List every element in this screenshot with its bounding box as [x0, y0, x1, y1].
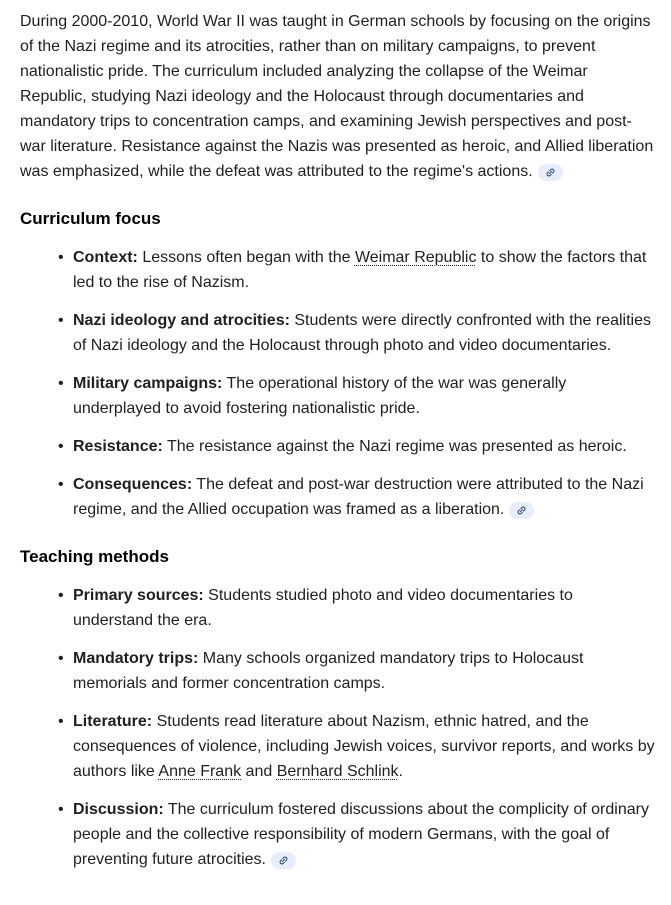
section-heading: Curriculum focus — [20, 209, 161, 228]
entity-link[interactable]: Weimar Republic — [354, 249, 477, 266]
curriculum-focus-list — [20, 245, 657, 522]
list-item — [73, 709, 657, 784]
teaching-methods-list — [20, 583, 657, 872]
link-icon — [516, 505, 527, 516]
bullet-label: Mandatory trips: — [73, 650, 199, 667]
list-item — [73, 245, 657, 295]
bullet-text: The operational history of the war was generally underplayed to avoid fostering nationalistic pride. — [73, 375, 567, 417]
list-item — [73, 308, 657, 358]
bullet-text: The resistance against the Nazi regime was presented as heroic. — [162, 438, 627, 455]
bullet-text: Many schools organized mandatory trips to Holocaust memorials and former concentration camps. — [73, 650, 584, 692]
link-icon — [545, 167, 556, 178]
intro-paragraph — [20, 9, 657, 184]
bullet-label: Consequences: — [73, 476, 193, 493]
bullet-label: Military campaigns: — [73, 375, 223, 392]
list-item — [73, 371, 657, 421]
bullet-label: Literature: — [73, 713, 153, 730]
citation-link-chip[interactable] — [271, 852, 296, 869]
bullet-text: . — [398, 763, 403, 780]
bullet-label: Discussion: — [73, 801, 164, 818]
bullet-text: and — [241, 763, 277, 780]
bullet-text: The curriculum fostered discussions about the complicity of ordinary people and the collective responsibility of modern Germans, with the goal of preventing future atrocities. — [73, 801, 649, 868]
bullet-label: Resistance: — [73, 438, 163, 455]
list-item — [73, 434, 657, 459]
answer-content — [20, 9, 657, 872]
bullet-text: The defeat and post-war destruction were attributed to the Nazi regime, and the Allied occupation was framed as a liberation. — [73, 476, 644, 518]
section-teaching-methods — [20, 546, 657, 872]
section-curriculum-focus — [20, 208, 657, 522]
list-item — [73, 472, 657, 522]
bullet-label: Primary sources: — [73, 587, 204, 604]
citation-link-chip[interactable] — [538, 164, 563, 181]
bullet-text: to show the factors that led to the rise of Nazism. — [73, 249, 647, 291]
bullet-text: Students were directly confronted with the realities of Nazi ideology and the Holocaust through photo and video documentaries. — [73, 312, 652, 354]
entity-link[interactable]: Bernhard Schlink — [276, 763, 399, 780]
bullet-text: Students read literature about Nazism, ethnic hatred, and the consequences of violence, including Jewish voices, survivor reports, and works by authors like — [73, 713, 655, 780]
bullet-text: Lessons often began with the — [137, 249, 355, 266]
list-item — [73, 583, 657, 633]
bullet-text: Students studied photo and video documentaries to understand the era. — [73, 587, 573, 629]
bullet-label: Context: — [73, 249, 138, 266]
section-heading: Teaching methods — [20, 547, 169, 566]
citation-link-chip[interactable] — [509, 502, 534, 519]
entity-link[interactable]: Anne Frank — [158, 763, 242, 780]
list-item — [73, 646, 657, 696]
link-icon — [278, 855, 289, 866]
intro-text: During 2000-2010, World War II was taught in German schools by focusing on the origins of the Nazi regime and its atrocities, rather than on military campaigns, to prevent nationalistic pride. The curriculum included analyzing the collapse of the Weimar Republic, studying Nazi ideology and the Holocaust through documentaries and mandatory trips to concentration camps, and examining Jewish perspectives and post-war literature. Resistance against the Nazis was presented as heroic, and Allied liberation was emphasized, while the defeat was attributed to the regime's actions. — [20, 13, 654, 180]
bullet-label: Nazi ideology and atrocities: — [73, 312, 290, 329]
